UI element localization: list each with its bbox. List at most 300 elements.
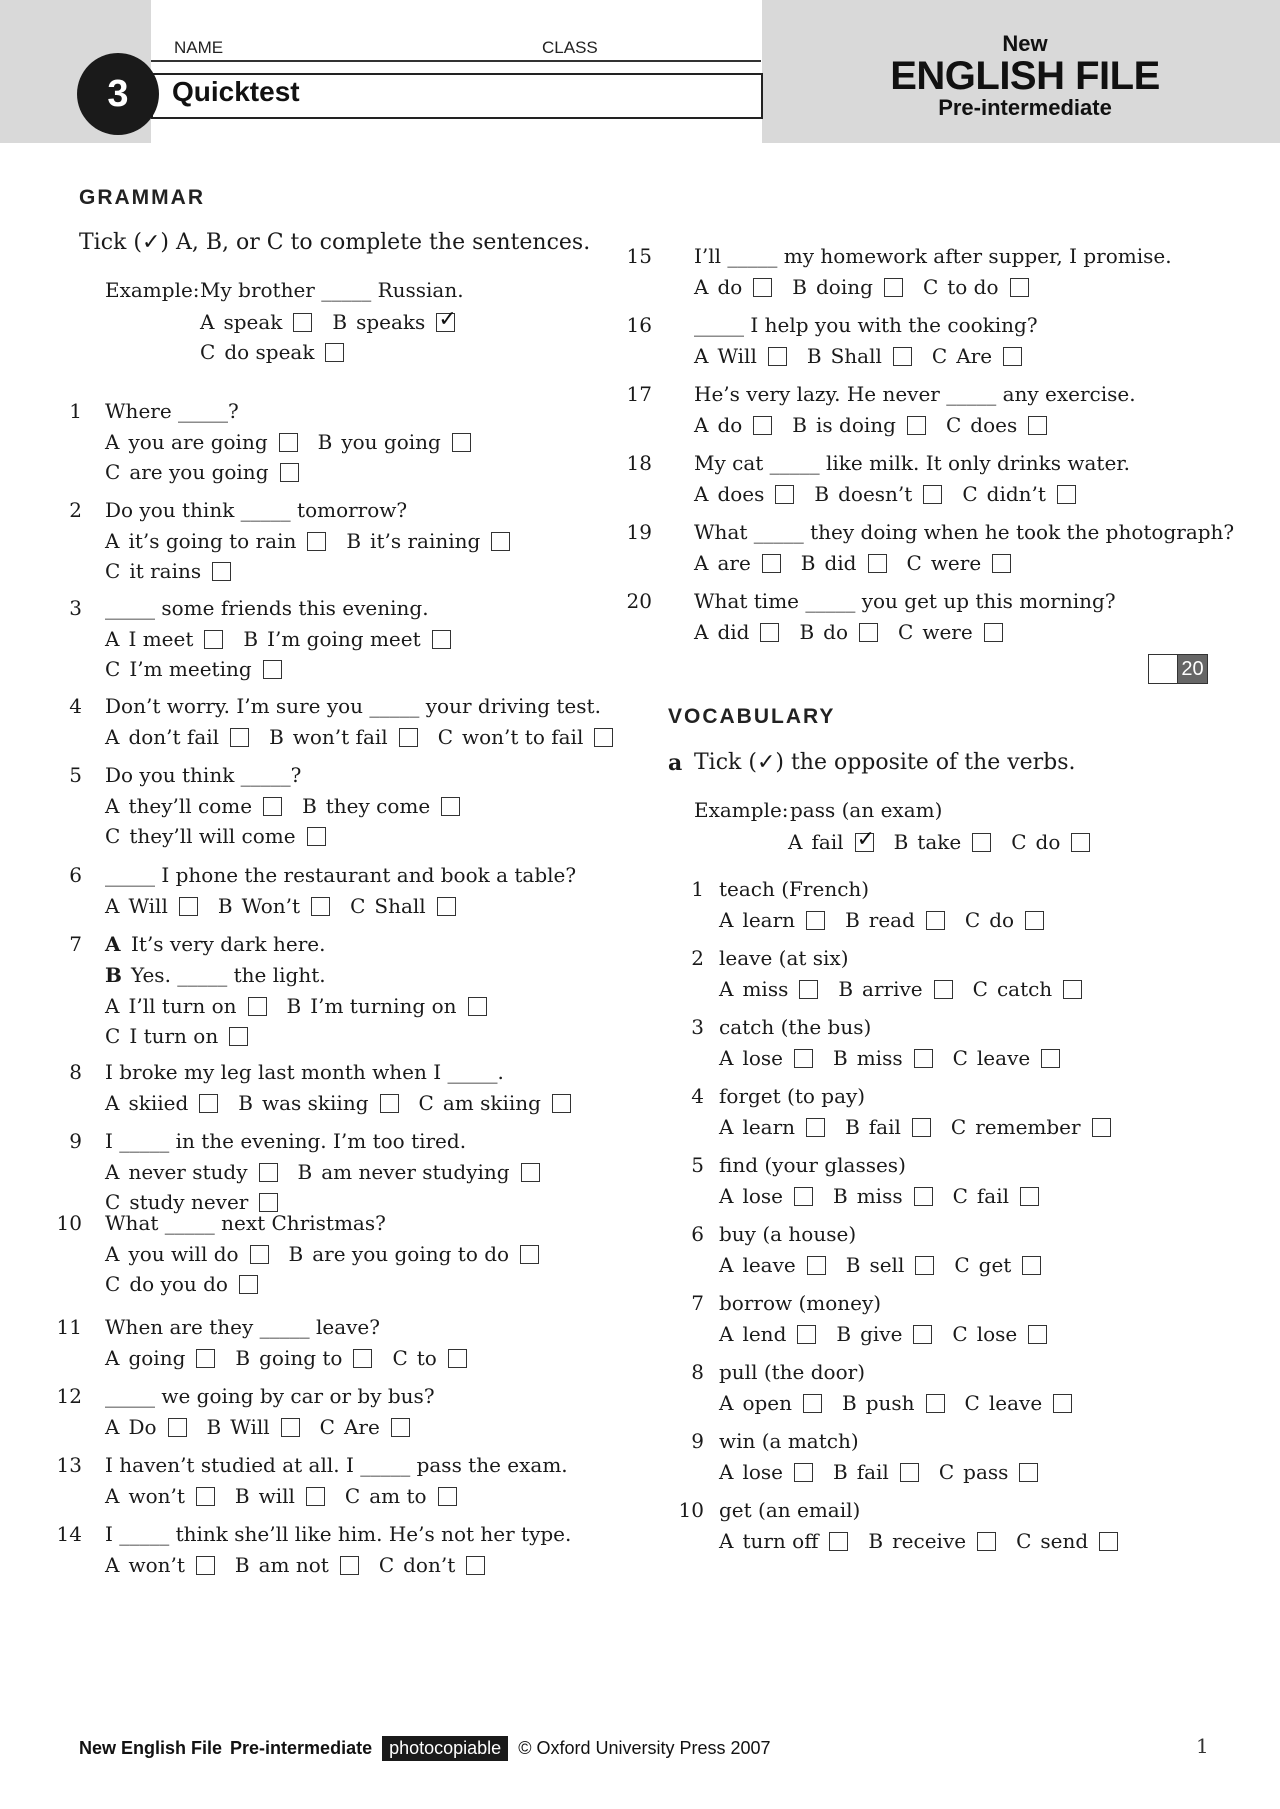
options-row [719,1391,1092,1415]
answer-checkbox[interactable] [992,554,1011,573]
options-row [105,1272,278,1296]
question-number: 4 [691,1084,704,1108]
option: C am skiing [419,1091,571,1115]
option: C do speak [200,340,344,364]
question-number: 13 [56,1453,82,1477]
option: A Do [105,1415,187,1439]
options-row [105,824,346,848]
unit-number-badge: 3 [77,53,159,135]
vocabulary-word: find (your glasses) [719,1153,906,1177]
answer-checkbox[interactable] [753,416,772,435]
question-number: 5 [69,763,82,787]
options-row [105,1024,268,1048]
answer-checkbox-checked[interactable] [855,833,874,852]
answer-checkbox[interactable] [340,1556,359,1575]
option: B speaks ✓ [332,310,455,334]
question-number: 6 [69,863,82,887]
answer-checkbox[interactable] [977,1532,996,1551]
answer-checkbox[interactable] [797,1325,816,1344]
option: B going to [235,1346,372,1370]
answer-checkbox[interactable] [307,827,326,846]
question-number: 18 [626,451,652,475]
option: A never study [105,1160,278,1184]
question-number: 10 [56,1211,82,1235]
option: B Will [207,1415,300,1439]
photocopiable-badge: photocopiable [382,1736,508,1761]
header-name-area [151,0,762,143]
answer-checkbox[interactable] [380,1094,399,1113]
speaker-b: B [105,963,122,987]
option: B I’m turning on [287,994,487,1018]
answer-checkbox[interactable] [353,1349,372,1368]
option: C were [907,551,1012,575]
option: A miss [719,977,818,1001]
option: A speak [200,310,312,334]
option: C remember [951,1115,1111,1139]
speaker-a: A [105,932,121,956]
options-row [105,559,251,583]
options-row [105,460,319,484]
vocabulary-word: buy (a house) [719,1222,857,1246]
option: C study never [105,1190,278,1214]
option: C won’t to fail [438,725,614,749]
vocabulary-word: get (an email) [719,1498,861,1522]
answer-checkbox[interactable] [760,623,779,642]
footer-brand: New English File [79,1738,223,1758]
answer-checkbox-checked[interactable] [436,313,455,332]
options-row [105,1091,591,1115]
question-number: 10 [678,1498,704,1522]
brand-logo [880,32,1170,120]
answer-checkbox[interactable] [923,485,942,504]
option: B did [801,551,887,575]
answer-checkbox[interactable] [1071,833,1090,852]
answer-checkbox[interactable] [521,1163,540,1182]
option: A turn off [719,1529,848,1553]
option: C leave [965,1391,1073,1415]
option: A they’ll come [105,794,282,818]
grammar-score-box [1148,654,1208,684]
question-text: What _____ they doing when he took the photograph? [694,520,1235,544]
copyright: © Oxford University Press 2007 [518,1738,771,1758]
options-row [694,275,1049,299]
vocabulary-word: borrow (money) [719,1291,882,1315]
option: C send [1016,1529,1118,1553]
options-row [719,1046,1080,1070]
question-number: 5 [691,1153,704,1177]
options-row [719,1115,1131,1139]
vocabulary-example-word: pass (an exam) [790,798,943,822]
answer-checkbox[interactable] [437,897,456,916]
question-number: 16 [626,313,652,337]
option: A it’s going to rain [105,529,326,553]
option: A don’t fail [105,725,249,749]
options-row [694,413,1067,437]
answer-checkbox[interactable] [168,1418,187,1437]
option: B they come [302,794,460,818]
option: A Will [694,344,787,368]
answer-checkbox[interactable] [1025,911,1044,930]
answer-checkbox[interactable] [1063,980,1082,999]
vocabulary-title: VOCABULARY [668,705,836,728]
options-row [105,430,491,454]
answer-checkbox[interactable] [926,911,945,930]
option: A do [694,275,772,299]
options-row [719,1322,1067,1346]
answer-checkbox[interactable] [1010,278,1029,297]
answer-checkbox[interactable] [325,343,344,362]
option: A you will do [105,1242,269,1266]
answer-checkbox[interactable] [768,347,787,366]
score-input[interactable] [1149,655,1178,683]
answer-checkbox[interactable] [552,1094,571,1113]
options-row [719,977,1102,1001]
option: C I’m meeting [105,657,282,681]
grammar-example-options-c [200,340,364,364]
answer-checkbox[interactable] [239,1275,258,1294]
option: A lose [719,1184,813,1208]
answer-checkbox[interactable] [1092,1118,1111,1137]
option: C do you do [105,1272,258,1296]
question-number: 20 [626,589,652,613]
vocabulary-example-label: Example: [694,798,789,822]
option: B read [845,908,945,932]
option: C pass [939,1460,1039,1484]
answer-checkbox[interactable] [311,897,330,916]
options-row [105,1484,477,1508]
option: C lose [952,1322,1047,1346]
question-number: 1 [69,399,82,423]
answer-checkbox[interactable] [907,416,926,435]
answer-checkbox[interactable] [1057,485,1076,504]
answer-checkbox[interactable] [196,1556,215,1575]
option: B am never studying [298,1160,540,1184]
option: A going [105,1346,215,1370]
answer-checkbox[interactable] [868,554,887,573]
answer-checkbox[interactable] [293,313,312,332]
question-text: When are they _____ leave? [105,1315,380,1339]
grammar-example-label: Example: [105,278,200,302]
option: A leave [719,1253,826,1277]
option: B will [235,1484,325,1508]
answer-checkbox[interactable] [794,1049,813,1068]
option: B is doing [792,413,926,437]
option: A I’ll turn on [105,994,267,1018]
answer-checkbox[interactable] [212,562,231,581]
question-number: 2 [69,498,82,522]
question-text: What _____ next Christmas? [105,1211,386,1235]
option: B fail [833,1460,919,1484]
options-row [105,1160,560,1184]
question-text: I haven’t studied at all. I _____ pass the exam. [105,1453,568,1477]
options-row [105,1242,559,1266]
answer-checkbox[interactable] [279,433,298,452]
question-text: _____ some friends this evening. [105,596,429,620]
option: A lose [719,1046,813,1070]
answer-checkbox[interactable] [432,630,451,649]
answer-checkbox[interactable] [926,1394,945,1413]
question-text: Don’t worry. I’m sure you _____ your driving test. [105,694,601,718]
options-row [719,1460,1058,1484]
answer-checkbox[interactable] [803,1394,822,1413]
answer-checkbox[interactable] [912,1118,931,1137]
answer-checkbox[interactable] [448,1349,467,1368]
answer-checkbox[interactable] [229,1027,248,1046]
class-label: CLASS [542,38,598,57]
answer-checkbox[interactable] [775,485,794,504]
answer-checkbox[interactable] [1003,347,1022,366]
answer-checkbox[interactable] [199,1094,218,1113]
option: C do [1011,830,1090,854]
answer-checkbox[interactable] [799,980,818,999]
option: A won’t [105,1484,215,1508]
answer-checkbox[interactable] [250,1245,269,1264]
answer-checkbox[interactable] [900,1463,919,1482]
brand-line-1: New [1002,31,1048,56]
answer-checkbox[interactable] [520,1245,539,1264]
options-row [105,627,471,651]
grammar-example-sentence: My brother _____ Russian. [200,278,464,302]
answer-checkbox[interactable] [1028,416,1047,435]
options-row [105,657,302,681]
options-row [694,482,1096,506]
name-label: NAME [174,38,224,57]
option: B won’t fail [269,725,418,749]
question-text: _____ I help you with the cooking? [694,313,1038,337]
question-number: 2 [691,946,704,970]
answer-checkbox[interactable] [259,1193,278,1212]
question-number: 7 [69,932,82,956]
question-text: He’s very lazy. He never _____ any exercise. [694,382,1136,406]
options-row [105,894,476,918]
option: C were [898,620,1003,644]
options-row [105,1553,505,1577]
answer-checkbox[interactable] [806,1118,825,1137]
answer-checkbox[interactable] [196,1349,215,1368]
answer-checkbox[interactable] [1020,1187,1039,1206]
options-row [105,994,507,1018]
answer-checkbox[interactable] [984,623,1003,642]
answer-checkbox[interactable] [399,728,418,747]
option: A you are going [105,430,298,454]
option: C Shall [350,894,456,918]
answer-checkbox[interactable] [972,833,991,852]
options-row [694,551,1031,575]
option: B give [836,1322,932,1346]
answer-checkbox[interactable] [884,278,903,297]
option: B it’s raining [346,529,510,553]
question-number: 6 [691,1222,704,1246]
option: B I’m going meet [243,627,450,651]
question-number: 15 [626,244,652,268]
option: B are you going to do [289,1242,540,1266]
answer-checkbox[interactable] [259,1163,278,1182]
answer-checkbox[interactable] [829,1532,848,1551]
option: B Shall [807,344,912,368]
option: B was skiing [238,1091,398,1115]
question-number: 3 [691,1015,704,1039]
page-number: 1 [1196,1734,1209,1758]
option: C to do [923,275,1029,299]
answer-checkbox[interactable] [306,1487,325,1506]
option: A fail ✓ [788,830,874,854]
answer-checkbox[interactable] [1053,1394,1072,1413]
answer-checkbox[interactable] [196,1487,215,1506]
option: C they’ll will come [105,824,326,848]
option: C does [946,413,1047,437]
option: C fail [953,1184,1039,1208]
answer-checkbox[interactable] [1019,1463,1038,1482]
option: A are [694,551,781,575]
option: A learn [719,908,825,932]
answer-checkbox[interactable] [594,728,613,747]
option: A skiied [105,1091,218,1115]
brand-line-2: ENGLISH FILE [890,54,1160,98]
score-total: 20 [1178,655,1207,683]
option: C get [954,1253,1041,1277]
answer-checkbox[interactable] [753,278,772,297]
options-row [105,1415,430,1439]
option: C catch [973,977,1083,1001]
option: C it rains [105,559,231,583]
options-row [105,725,633,749]
option: B Won’t [218,894,330,918]
grammar-title: GRAMMAR [79,186,205,209]
option: B you going [318,430,471,454]
options-row [694,620,1023,644]
option: A open [719,1391,822,1415]
question-text: _____ I phone the restaurant and book a table? [105,863,577,887]
question-text: Where _____? [105,399,239,423]
question-number: 3 [69,596,82,620]
options-row [719,1529,1138,1553]
option: C leave [953,1046,1061,1070]
answer-checkbox[interactable] [452,433,471,452]
answer-checkbox[interactable] [468,997,487,1016]
answer-checkbox[interactable] [281,1418,300,1437]
answer-checkbox[interactable] [914,1049,933,1068]
answer-checkbox[interactable] [915,1256,934,1275]
brand-line-3: Pre-intermediate [938,95,1112,120]
answer-checkbox[interactable] [806,911,825,930]
option: C Are [320,1415,410,1439]
vocabulary-instruction: Tick (✓) the opposite of the verbs. [694,750,1076,775]
answer-checkbox[interactable] [263,797,282,816]
question-number: 14 [56,1522,82,1546]
vocabulary-word: win (a match) [719,1429,859,1453]
option: C do [965,908,1044,932]
option: B arrive [838,977,952,1001]
option: C are you going [105,460,299,484]
page-title: Quicktest [172,76,300,107]
answer-checkbox[interactable] [1041,1049,1060,1068]
question-text: I _____ in the evening. I’m too tired. [105,1129,467,1153]
answer-checkbox[interactable] [204,630,223,649]
question-number: 9 [69,1129,82,1153]
option: A did [694,620,779,644]
option: C Are [932,344,1022,368]
answer-checkbox[interactable] [391,1418,410,1437]
vocabulary-example-options [788,830,1110,854]
footer-level: Pre-intermediate [230,1738,373,1758]
answer-checkbox[interactable] [934,980,953,999]
answer-checkbox[interactable] [179,897,198,916]
answer-checkbox[interactable] [807,1256,826,1275]
answer-checkbox[interactable] [466,1556,485,1575]
option: B receive [868,1529,996,1553]
question-number: 4 [69,694,82,718]
option: B am not [235,1553,359,1577]
option: B miss [833,1046,933,1070]
question-text: I _____ think she’ll like him. He’s not her type. [105,1522,572,1546]
option: B sell [846,1253,935,1277]
option: B push [842,1391,945,1415]
options-row [105,1346,487,1370]
answer-checkbox[interactable] [859,623,878,642]
answer-checkbox[interactable] [441,797,460,816]
grammar-instruction: Tick (✓) A, B, or C to complete the sentences. [79,230,591,255]
question-text: Do you think _____ tomorrow? [105,498,408,522]
answer-checkbox[interactable] [913,1325,932,1344]
options-row [719,1184,1059,1208]
answer-checkbox[interactable] [491,532,510,551]
options-row [105,529,530,553]
vocabulary-word: pull (the door) [719,1360,865,1384]
answer-checkbox[interactable] [1099,1532,1118,1551]
option: A Will [105,894,198,918]
question-number: 17 [626,382,652,406]
question-text: It’s very dark here. [131,932,326,956]
option: A do [694,413,772,437]
question-text: _____ we going by car or by bus? [105,1384,435,1408]
option: A won’t [105,1553,215,1577]
question-text-2: Yes. _____ the light. [131,963,326,987]
answer-checkbox[interactable] [762,554,781,573]
vocabulary-word: catch (the bus) [719,1015,872,1039]
answer-checkbox[interactable] [230,728,249,747]
question-number: 9 [691,1429,704,1453]
question-number: 8 [691,1360,704,1384]
question-text: I broke my leg last month when I _____. [105,1060,504,1084]
answer-checkbox[interactable] [794,1187,813,1206]
answer-checkbox[interactable] [1028,1325,1047,1344]
answer-checkbox[interactable] [248,997,267,1016]
answer-checkbox[interactable] [438,1487,457,1506]
option: A lose [719,1460,813,1484]
question-number: 7 [691,1291,704,1315]
options-row [105,794,480,818]
option: B miss [833,1184,933,1208]
answer-checkbox[interactable] [1022,1256,1041,1275]
answer-checkbox[interactable] [307,532,326,551]
answer-checkbox[interactable] [893,347,912,366]
option: C don’t [379,1553,485,1577]
option: B do [799,620,878,644]
vocabulary-word: teach (French) [719,877,870,901]
option: A does [694,482,794,506]
question-text: Do you think _____? [105,763,302,787]
answer-checkbox[interactable] [280,463,299,482]
question-number: 19 [626,520,652,544]
answer-checkbox[interactable] [794,1463,813,1482]
option: C to [392,1346,466,1370]
question-number: 1 [691,877,704,901]
option: B fail [845,1115,931,1139]
answer-checkbox[interactable] [263,660,282,679]
answer-checkbox[interactable] [914,1187,933,1206]
question-text: My cat _____ like milk. It only drinks water. [694,451,1130,475]
grammar-example-options-ab [200,310,475,334]
